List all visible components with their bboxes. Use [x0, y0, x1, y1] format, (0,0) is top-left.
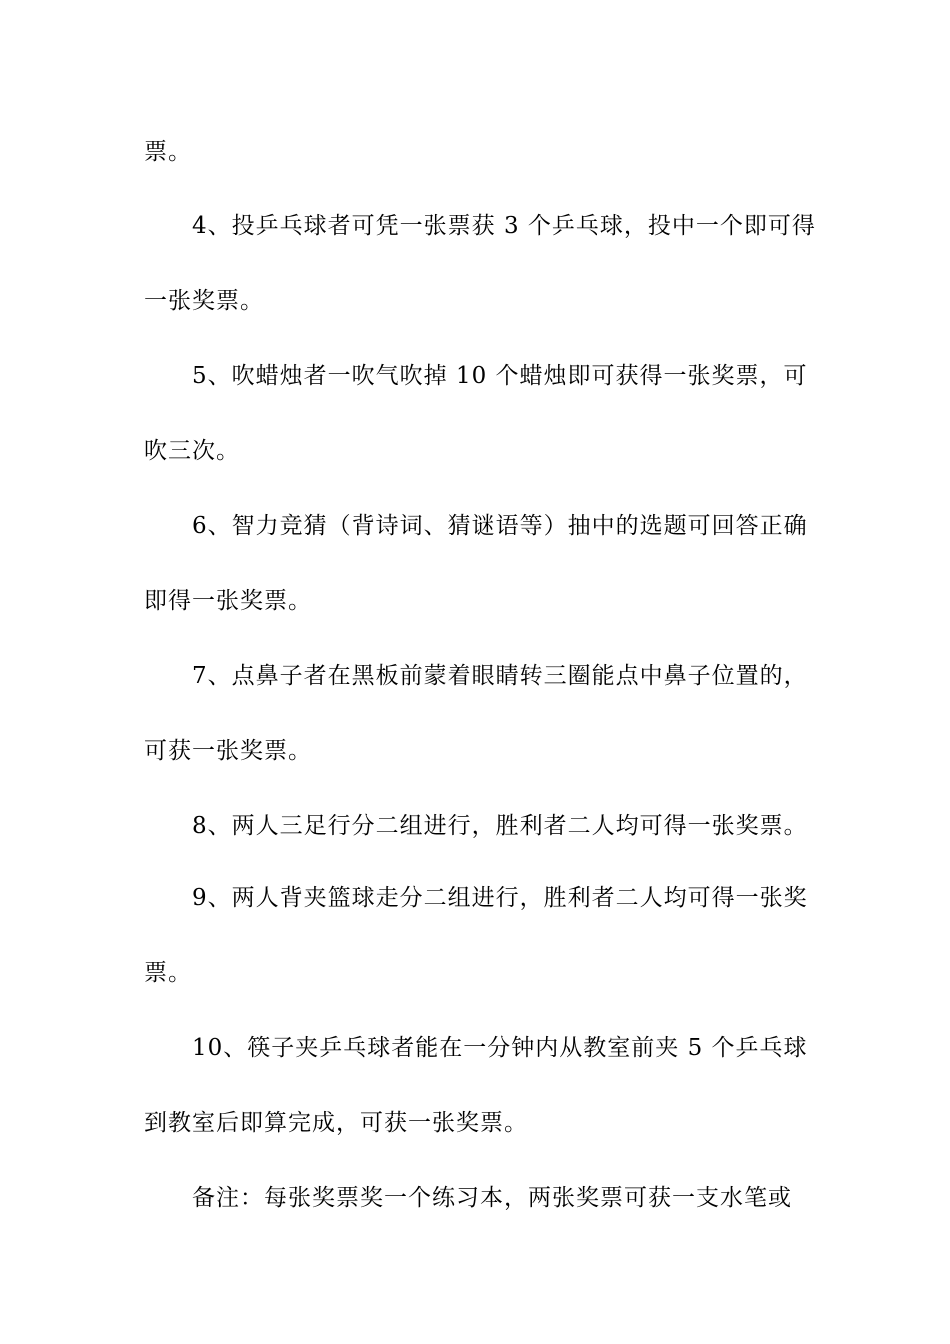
text-line: 可获一张奖票。 [144, 738, 312, 764]
text-line: 6、智力竞猜（背诗词、猜谜语等）抽中的选题可回答正确 [192, 513, 808, 539]
text-line: 到教室后即算完成，可获一张奖票。 [144, 1110, 528, 1136]
text-line: 吹三次。 [144, 438, 240, 464]
text-line: 4、投乒乓球者可凭一张票获 3 个乒乓球，投中一个即可得 [192, 213, 816, 239]
text-line: 7、点鼻子者在黑板前蒙着眼睛转三圈能点中鼻子位置的， [192, 663, 808, 689]
text-line: 9、两人背夹篮球走分二组进行，胜利者二人均可得一张奖 [192, 885, 808, 911]
text-line: 即得一张奖票。 [144, 588, 312, 614]
text-line: 8、两人三足行分二组进行，胜利者二人均可得一张奖票。 [192, 813, 808, 839]
text-line: 10、筷子夹乒乓球者能在一分钟内从教室前夹 5 个乒乓球 [192, 1035, 808, 1061]
text-line: 票。 [144, 139, 192, 165]
text-line: 备注：每张奖票奖一个练习本，两张奖票可获一支水笔或 [192, 1185, 792, 1211]
text-line: 票。 [144, 960, 192, 986]
text-line: 5、吹蜡烛者一吹气吹掉 10 个蜡烛即可获得一张奖票，可 [192, 363, 808, 389]
text-line: 一张奖票。 [144, 288, 264, 314]
